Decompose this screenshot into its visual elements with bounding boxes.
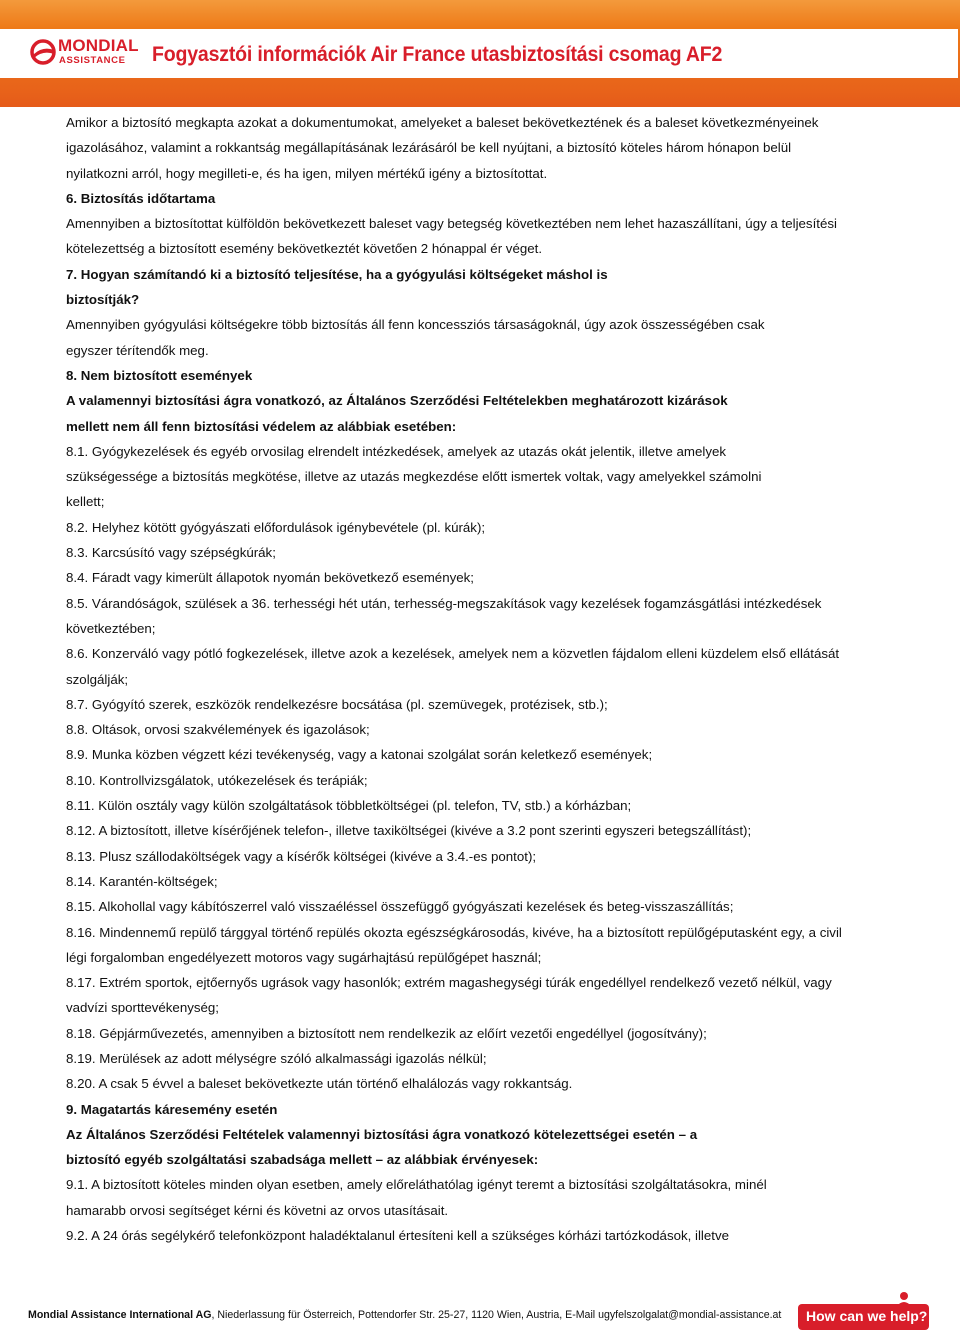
paragraph: Amennyiben a biztosítottat külföldön bekövetkezett baleset vagy betegség következtében nem lehet hazaszállítani, úgy a teljesítési kötelezettség a biztosított esemény bekövetkeztét követően 2 hónappal ér véget. [66,216,837,257]
list-item: 9.1. A biztosított köteles minden olyan esetben, amely előreláthatólag igényt teremt a biztosítási szolgáltatásokra, minél hamarabb orvosi segítséget kérni és követni az orvos utasításait. [66,1177,767,1218]
list-item: 8.9. Munka közben végzett kézi tevékenység, vagy a katonai szolgálat során keletkező események; [66,747,653,763]
list-item: 8.3. Karcsúsító vagy szépségkúrák; [66,545,276,561]
list-item: 8.8. Oltások, orvosi szakvélemények és igazolások; [66,722,370,738]
section-heading: 6. Biztosítás időtartama [66,190,216,206]
logo-wordmark: MONDIAL [58,36,139,55]
list-item: 8.7. Gyógyító szerek, eszközök rendelkezésre bocsátása (pl. szemüvegek, protézisek, stb.); [66,696,608,712]
section-heading: 8. Nem biztosított események [66,367,253,383]
footer-company: Mondial Assistance International AG [28,1309,212,1321]
footer-address-text: , Niederlassung für Österreich, Pottendorfer Str. 25-27, 1120 Wien, Austria, E-Mail ugyfelszolgalat@mondial-assistance.at [211,1309,782,1321]
section-heading: 9. Magatartás káresemény esetén [66,1101,278,1117]
document-title: Fogyasztói információk Air France utasbiztosítási csomag AF2 [152,43,723,66]
section-heading: 7. Hogyan számítandó ki a biztosító teljesítése, ha a gyógyulási költségeket máshol is biztosítják? [66,266,608,308]
footer-address [28,1309,781,1321]
list-item: 8.14. Karantén-költségek; [66,873,218,889]
list-item: 8.17. Extrém sportok, ejtőernyős ugrások vagy hasonlók; extrém magashegységi túrák engedéllyel rendelkező vezető nélkül, vagy vadvízi sporttevékenység; [66,975,832,1016]
list-item: 8.10. Kontrollvizsgálatok, utókezelések és terápiák; [66,772,368,788]
logo-subtitle: ASSISTANCE [59,55,126,66]
list-item: 8.5. Várandóságok, szülések a 36. terhességi hét után, terhesség-megszakítások vagy kezelések fogamzásgátlási intézkedések következtében; [66,595,822,636]
list-item: 8.6. Konzerváló vagy pótló fogkezelések, illetve azok a kezelések, amelyek nem a közvetlen fájdalom elleni küzdelem első ellátását szolgálják; [66,646,840,687]
list-item: 8.15. Alkohollal vagy kábítószerrel való visszaéléssel összefüggő gyógyászati kezelések és beteg-visszaszállítás; [66,899,734,915]
list-item: 8.2. Helyhez kötött gyógyászati előfordulások igénybevétele (pl. kúrák); [66,519,486,535]
list-item: 8.11. Külön osztály vagy külön szolgáltatások többletköltségei (pl. telefon, TV, stb.) a kórházban; [66,798,632,814]
document-body [66,110,856,1248]
globe-icon [30,38,58,68]
list-item: 8.16. Mindennemű repülő tárggyal történő repülés okozta egészségkárosodás, kivéve, ha a biztosított repülőgéputasként egy, a civil légi forgalomban engedélyezett motoros vagy sugárhajtású repülőgépet használ; [66,924,842,965]
person-icon [893,1291,915,1307]
help-badge[interactable] [797,1291,931,1331]
paragraph: Amikor a biztosító megkapta azokat a dokumentumokat, amelyeket a baleset bekövetkeztének és a baleset következményeinek igazolásához, valamint a rokkantság megállapításának lezárásáról be kell nyújtani, a biztosító köteles három hónapon belül nyilatkozni arról, hogy megilleti-e, és ha igen, milyen mértékű igény a biztosítottat. [66,115,819,181]
section-intro: Az Általános Szerződési Feltételek valamennyi biztosítási ágra vonatkozó kötelezettségei esetén – a biztosító egyéb szolgáltatási szabadsága mellett – az alábbiak érvényesek: [66,1126,698,1168]
list-item: 8.20. A csak 5 évvel a baleset bekövetkezte után történő elhalálozás vagy rokkantság. [66,1076,573,1092]
mondial-assistance-logo [30,38,145,72]
list-item: 8.4. Fáradt vagy kimerült állapotok nyomán bekövetkező események; [66,570,474,586]
help-label: How can we help? [806,1308,928,1324]
list-item: 8.1. Gyógykezelések és egyéb orvosilag elrendelt intézkedések, amelyek az utazás okát jelentik, illetve amelyek szükségessége a biztosítás megkötése, illetve az utazás megkezdése előtt ismertek voltak, vagy amelyekkel számolni kellett; [66,443,762,510]
list-item: 9.2. A 24 órás segélykérő telefonközpont haladéktalanul értesíteni kell a szükséges kórházi tartózkodások, illetve [66,1228,730,1244]
section-intro: A valamennyi biztosítási ágra vonatkozó, az Általános Szerződési Feltételekben meghatározott kizárások mellett nem áll fenn biztosítási védelem az alábbiak esetében: [66,393,728,434]
list-item: 8.18. Gépjárművezetés, amennyiben a biztosított nem rendelkezik az előírt vezetői engedéllyel (jogosítvány); [66,1025,707,1041]
list-item: 8.13. Plusz szállodaköltségek vagy a kísérők költségei (kivéve a 3.4.-es pontot); [66,848,537,864]
paragraph: Amennyiben gyógyulási költségekre több biztosítás áll fenn koncessziós társaságoknál, úgy azok összességében csak egyszer térítendők meg. [66,317,765,358]
list-item: 8.19. Merülések az adott mélységre szóló alkalmassági igazolás nélkül; [66,1050,487,1066]
list-item: 8.12. A biztosított, illetve kísérőjének telefon-, illetve taxiköltségei (kivéve a 3.2 pont szerinti egyszeri betegszállítást); [66,823,752,839]
